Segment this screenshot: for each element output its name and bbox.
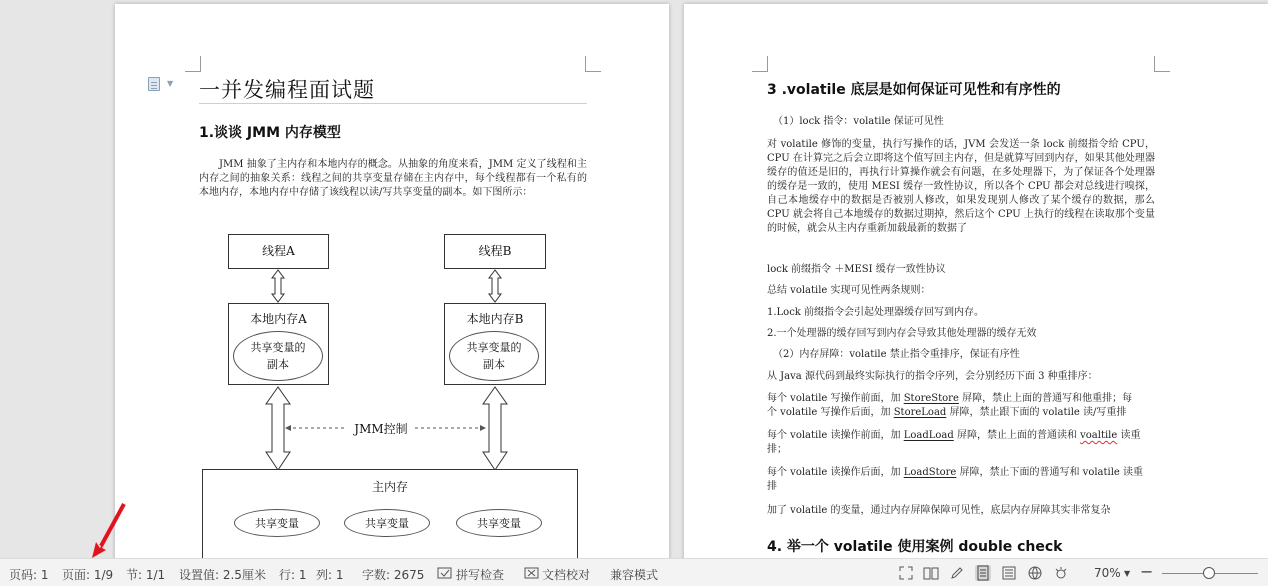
subheading-lock: （1）lock 指令：volatile 保证可见性 (773, 116, 944, 127)
text-span: 每个 volatile 读操作后面，加 (767, 467, 904, 478)
summary-line: 总结 volatile 实现可见性两条规则： (767, 285, 931, 296)
outline-view-icon[interactable] (1001, 565, 1017, 581)
shared-var-ellipse: 共享变量 (344, 509, 430, 537)
margin-corner-mark (1154, 56, 1170, 72)
compat-mode[interactable]: 兼容模式 (610, 568, 659, 582)
section-heading-3: 3 .volatile 底层是如何保证可见性和有序性的 (767, 82, 1061, 98)
status-word-count[interactable]: 字数: 2675 (362, 568, 425, 582)
text-span: 读重 (1117, 430, 1141, 441)
storestore-line (767, 392, 1132, 406)
reorder-line: 从 Java 源代码到最终实际执行的指令序列，会分别经历下面 3 种重排序： (767, 371, 1098, 382)
status-bar (0, 558, 1268, 586)
loadload-line (767, 429, 1140, 443)
zoom-out-button[interactable]: − (1140, 562, 1154, 581)
status-row[interactable]: 行: 1 (279, 568, 307, 582)
fullscreen-icon[interactable] (898, 565, 914, 581)
thread-b-box: 线程B (444, 234, 546, 269)
read-mode-icon[interactable] (923, 565, 939, 581)
text-span: 屏障，禁止上面的普通读和 (953, 430, 1081, 441)
keyword-storeload: StoreLoad (893, 407, 947, 418)
document-page-1[interactable] (115, 4, 669, 558)
shared-copy-a-ellipse: 共享变量的副本 (233, 331, 323, 381)
spellcheck-button[interactable]: 拼写检查 (456, 568, 505, 582)
conclusion-line: 加了 volatile 的变量，通过内存屏障保障可见性，底层内存屏障其实非常复杂 (767, 505, 1111, 516)
volatile-paragraph: 对 volatile 修饰的变量，执行写操作的话，JVM 会发送一条 lock 前缀指令给 CPU，CPU 在计算完之后会立即将这个值写回主内存，但是就算写回到内存，如果其他处理器缓存的值还是旧的，再执行计算操作就会有问题，在多处理器下，为了保证各个处理器的缓存是一致的，使用 MESI 缓存一致性协议，所以各个 CPU 都会对总线进行嗅探，自己本地缓存中的数据是否被别人修改，如果发现别人修改了某个缓存的数据，那么 CPU 就会将自己本地缓存的数据过期掉，然后这个 CPU 上执行的线程在读取那个变量的时候，就会从主内存重新加载最新的数据了 (767, 139, 1155, 234)
document-page-2[interactable] (684, 4, 1268, 558)
proofread-button[interactable]: 文档校对 (542, 568, 591, 582)
eye-protection-icon[interactable] (1053, 565, 1069, 581)
storeload-line (767, 406, 1126, 420)
status-section[interactable]: 节: 1/1 (126, 568, 166, 582)
local-memory-b-label: 本地内存B (466, 312, 524, 326)
shared-copy-b-ellipse: 共享变量的副本 (449, 331, 539, 381)
loadstore-line-wrap: 排 (767, 481, 777, 492)
loadstore-line (767, 466, 1143, 480)
text-span: 个 volatile 写操作后面，加 (767, 407, 894, 418)
chevron-down-icon[interactable]: ▼ (167, 79, 174, 88)
keyword-voaltile: voaltile (1080, 430, 1118, 441)
subheading-barrier: （2）内存屏障：volatile 禁止指令重排序，保证有序性 (773, 349, 1020, 360)
keyword-loadstore: LoadStore (903, 467, 957, 478)
mesi-line: lock 前缀指令 ＋MESI 缓存一致性协议 (767, 264, 946, 275)
main-memory-label: 主内存 (371, 480, 408, 494)
rule-2: 2.一个处理器的缓存回写到内存会导致其他处理器的缓存无效 (767, 328, 1037, 339)
section1-paragraph: JMM 抽象了主内存和本地内存的概念。从抽象的角度来看，JMM 定义了线程和主内存之间的抽象关系：线程之间的共享变量存储在主内存中，每个线程都有一个私有的本地内存，本地内存中存储了该线程以读/写共享变量的副本。如下图所示： (199, 159, 587, 198)
status-col[interactable]: 列: 1 (316, 568, 344, 582)
status-setting[interactable]: 设置值: 2.5厘米 (179, 568, 266, 582)
text-span: 每个 volatile 读操作前面，加 (767, 430, 904, 441)
text-span: 屏障，禁止上面的普通写和他重排；每 (958, 393, 1133, 404)
shared-var-ellipse: 共享变量 (234, 509, 320, 537)
status-page-code[interactable]: 页码: 1 (9, 568, 49, 582)
margin-corner-mark (752, 56, 768, 72)
page-view-icon[interactable] (975, 565, 991, 581)
keyword-loadload: LoadLoad (903, 430, 954, 441)
document-title: 一并发编程面试题 (199, 78, 375, 102)
pen-icon[interactable] (949, 565, 965, 581)
jmm-control-label: JMM控制 (354, 422, 408, 436)
thread-a-box: 线程A (228, 234, 329, 269)
section-heading-1: 1.谈谈 JMM 内存模型 (199, 125, 341, 141)
section-heading-4: 4. 举一个 volatile 使用案例 double check (767, 539, 1063, 555)
keyword-storestore: StoreStore (903, 393, 959, 404)
local-memory-a-label: 本地内存A (250, 312, 307, 326)
status-page[interactable]: 页面: 1/9 (62, 568, 114, 582)
text-span: 屏障，禁止跟下面的 volatile 读/写重排 (946, 407, 1127, 418)
zoom-slider-handle[interactable] (1203, 567, 1215, 579)
zoom-level[interactable]: 70% (1094, 566, 1121, 580)
web-view-icon[interactable] (1027, 565, 1043, 581)
proofread-icon[interactable] (524, 565, 540, 581)
spellcheck-icon[interactable] (437, 565, 453, 581)
shared-var-ellipse: 共享变量 (456, 509, 542, 537)
annotation-arrow-icon (92, 502, 132, 558)
text-span: 屏障，禁止下面的普通写和 volatile 读重 (956, 467, 1144, 478)
text-span: 每个 volatile 写操作前面，加 (767, 393, 904, 404)
chevron-down-icon[interactable]: ▼ (1124, 569, 1131, 578)
loadload-line-wrap: 排； (767, 444, 787, 455)
rule-1: 1.Lock 前缀指令会引起处理器缓存回写到内存。 (767, 307, 985, 318)
